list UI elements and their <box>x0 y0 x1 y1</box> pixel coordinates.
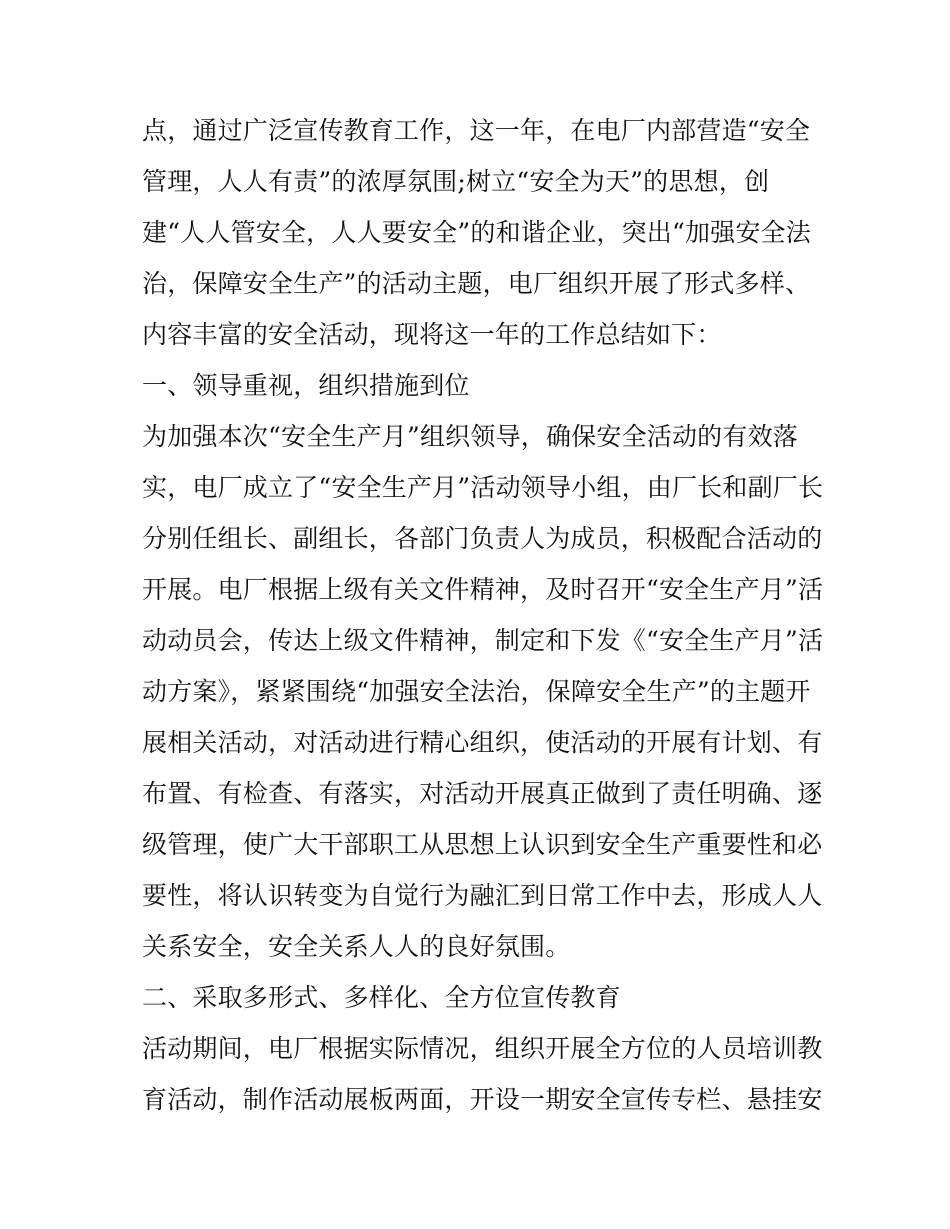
text-line: 布置、有检查、有落实，对活动开展真正做到了责任明确、逐 <box>142 779 823 808</box>
text-line: 要性，将认识转变为自觉行为融汇到日常工作中去，形成人人 <box>142 881 823 910</box>
section-heading: 一、领导重视，组织措施到位 <box>142 371 470 400</box>
text-line: 关系安全，安全关系人人的良好氛围。 <box>142 932 571 961</box>
text-line: 为加强本次“安全生产月”组织领导，确保安全活动的有效落 <box>142 422 798 451</box>
text-line: 建“人人管安全，人人要安全”的和谐企业，突出“加强安全法 <box>142 218 811 247</box>
text-line: 动方案》，紧紧围绕“加强安全法治，保障安全生产”的主题开 <box>142 677 811 706</box>
text-line: 管理，人人有责”的浓厚氛围;树立“安全为天”的思想，创 <box>142 167 770 196</box>
text-line: 点，通过广泛宣传教育工作，这一年，在电厂内部营造“安全 <box>142 116 811 145</box>
text-line: 分别任组长、副组长，各部门负责人为成员，积极配合活动的 <box>142 524 823 553</box>
text-line: 实，电厂成立了“安全生产月”活动领导小组，由厂长和副厂长 <box>142 473 824 502</box>
text-line: 级管理，使广大干部职工从思想上认识到安全生产重要性和必 <box>142 830 823 859</box>
text-line: 治，保障安全生产”的活动主题，电厂组织开展了形式多样、 <box>142 269 811 298</box>
text-line: 育活动，制作活动展板两面，开设一期安全宣传专栏、悬挂安 <box>142 1085 823 1114</box>
text-line: 内容丰富的安全活动，现将这一年的工作总结如下： <box>142 320 722 349</box>
document-body <box>142 105 822 1125</box>
text-line: 动动员会，传达上级文件精神，制定和下发《“安全生产月”活 <box>142 626 824 655</box>
section-heading: 二、采取多形式、多样化、全方位宣传教育 <box>142 983 621 1012</box>
text-line: 开展。电厂根据上级有关文件精神，及时召开“安全生产月”活 <box>142 575 824 604</box>
text-line: 活动期间，电厂根据实际情况，组织开展全方位的人员培训教 <box>142 1034 823 1063</box>
text-line: 展相关活动，对活动进行精心组织，使活动的开展有计划、有 <box>142 728 823 757</box>
